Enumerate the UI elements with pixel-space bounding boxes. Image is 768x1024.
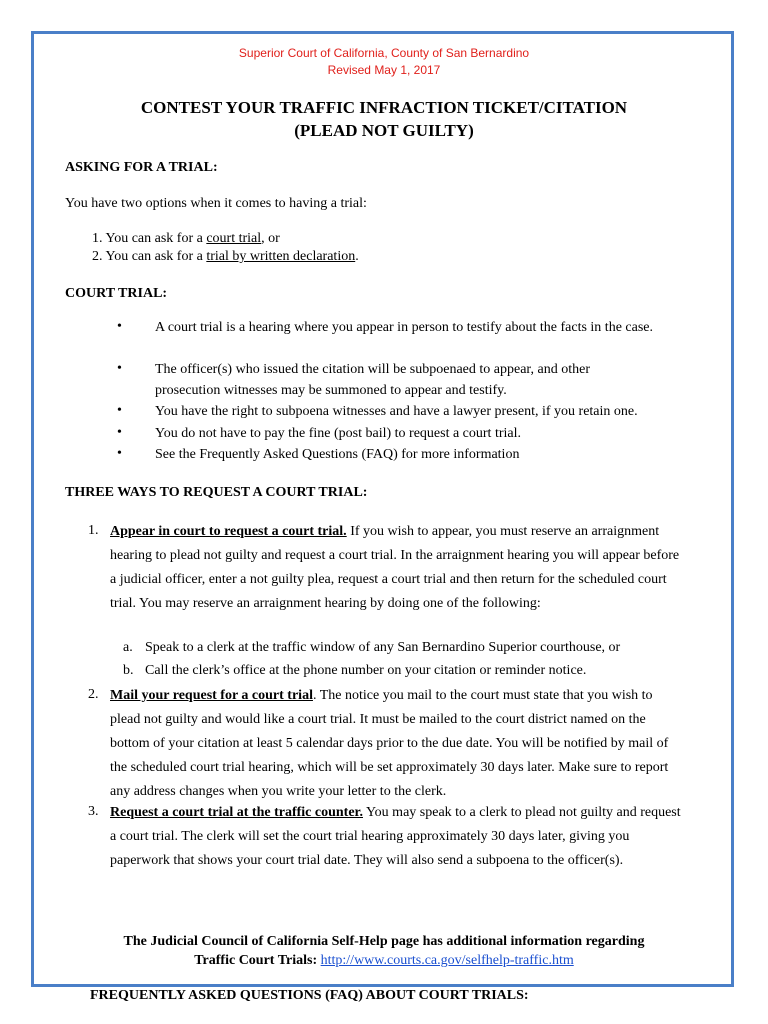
option-number: 1. xyxy=(92,231,103,246)
three-ways-heading: THREE WAYS TO REQUEST A COURT TRIAL: xyxy=(65,485,368,500)
option-suffix: . xyxy=(355,249,359,264)
bullet-marker: • xyxy=(117,425,122,440)
written-declaration-link[interactable]: trial by written declaration xyxy=(206,249,356,264)
court-trial-heading: COURT TRIAL: xyxy=(65,286,168,301)
title-line-1: CONTEST YOUR TRAFFIC INFRACTION TICKET/CITATION xyxy=(140,98,628,117)
bullet-marker: • xyxy=(117,361,122,376)
step-lead: Appear in court to request a court trial. xyxy=(110,524,347,539)
step-lead: Mail your request for a court trial xyxy=(110,688,313,703)
court-trial-link[interactable]: court trial xyxy=(206,231,262,246)
court-trial-bullet-3: You have the right to subpoena witnesses and have a lawyer present, if you retain one. xyxy=(155,404,638,419)
self-help-line-1: The Judicial Council of California Self-Help page has additional information regarding xyxy=(123,934,645,949)
self-help-note xyxy=(0,932,768,970)
option-suffix: , or xyxy=(261,231,280,246)
court-trial-bullet-4: You do not have to pay the fine (post bail) to request a court trial. xyxy=(155,426,521,441)
option-1 xyxy=(92,231,280,247)
step-body: If you wish to appear, you must reserve an arraignment hearing to plead not guilty and request a court trial. In the arraignment hearing you will appear before a judicial officer, enter a not guilty plea, request a court trial and then return for the scheduled court trial. You may reserve an arraignment hearing by doing one of the following: xyxy=(110,524,680,611)
document-header xyxy=(0,45,768,79)
option-prefix: You can ask for a xyxy=(105,231,207,246)
court-trial-bullet-5: See the Frequently Asked Questions (FAQ) for more information xyxy=(155,447,520,462)
document-title xyxy=(0,96,768,142)
option-prefix: You can ask for a xyxy=(105,249,207,264)
step-body: . The notice you mail to the court must state that you wish to plead not guilty and would like a court trial. It must be mailed to the court district named on the bottom of your citation at least 5 calendar days prior to the due date. You will be notified by mail of the scheduled court trial hearing, which will be set approximately 30 days later. Make sure to report any address changes when you write your letter to the clerk. xyxy=(110,688,669,799)
step-number: 3. xyxy=(88,804,99,819)
bullet-marker: • xyxy=(117,446,122,461)
sub-option-a: Speak to a clerk at the traffic window of any San Bernardino Superior courthouse, or xyxy=(145,640,621,655)
self-help-line-2 xyxy=(0,951,768,970)
asking-intro: You have two options when it comes to having a trial: xyxy=(65,196,367,211)
step-lead: Request a court trial at the traffic counter. xyxy=(110,805,363,820)
step-number: 1. xyxy=(88,523,99,538)
step-2 xyxy=(110,684,685,804)
step-1 xyxy=(110,520,685,616)
bullet-marker: • xyxy=(117,403,122,418)
sub-letter: a. xyxy=(123,640,133,655)
faq-heading-cutoff: FREQUENTLY ASKED QUESTIONS (FAQ) ABOUT COURT TRIALS: xyxy=(90,988,529,1003)
bullet-marker: • xyxy=(117,319,122,334)
title-line-2: (PLEAD NOT GUILTY) xyxy=(294,121,474,140)
sub-letter: b. xyxy=(123,663,134,678)
self-help-link[interactable]: http://www.courts.ca.gov/selfhelp-traffic.htm xyxy=(320,953,574,968)
sub-option-b: Call the clerk’s office at the phone number on your citation or reminder notice. xyxy=(145,663,587,678)
asking-heading: ASKING FOR A TRIAL: xyxy=(65,160,218,175)
step-3 xyxy=(110,801,685,873)
step-body: You may speak to a clerk to plead not guilty and request a court trial. The clerk will set the court trial hearing approximately 30 days later, giving you paperwork that shows your court trial date. They will also send a subpoena to the officer(s). xyxy=(110,805,681,868)
step-number: 2. xyxy=(88,687,99,702)
option-2 xyxy=(92,249,359,265)
court-trial-bullet-1: A court trial is a hearing where you appear in person to testify about the facts in the case. xyxy=(155,320,653,335)
court-name: Superior Court of California, County of San Bernardino xyxy=(238,46,530,60)
option-number: 2. xyxy=(92,249,103,264)
court-trial-bullet-2: The officer(s) who issued the citation will be subpoenaed to appear, and other prosecution witnesses may be summoned to appear and testify. xyxy=(155,362,590,398)
revision-date: Revised May 1, 2017 xyxy=(327,63,441,77)
self-help-prefix: Traffic Court Trials: xyxy=(194,953,318,968)
